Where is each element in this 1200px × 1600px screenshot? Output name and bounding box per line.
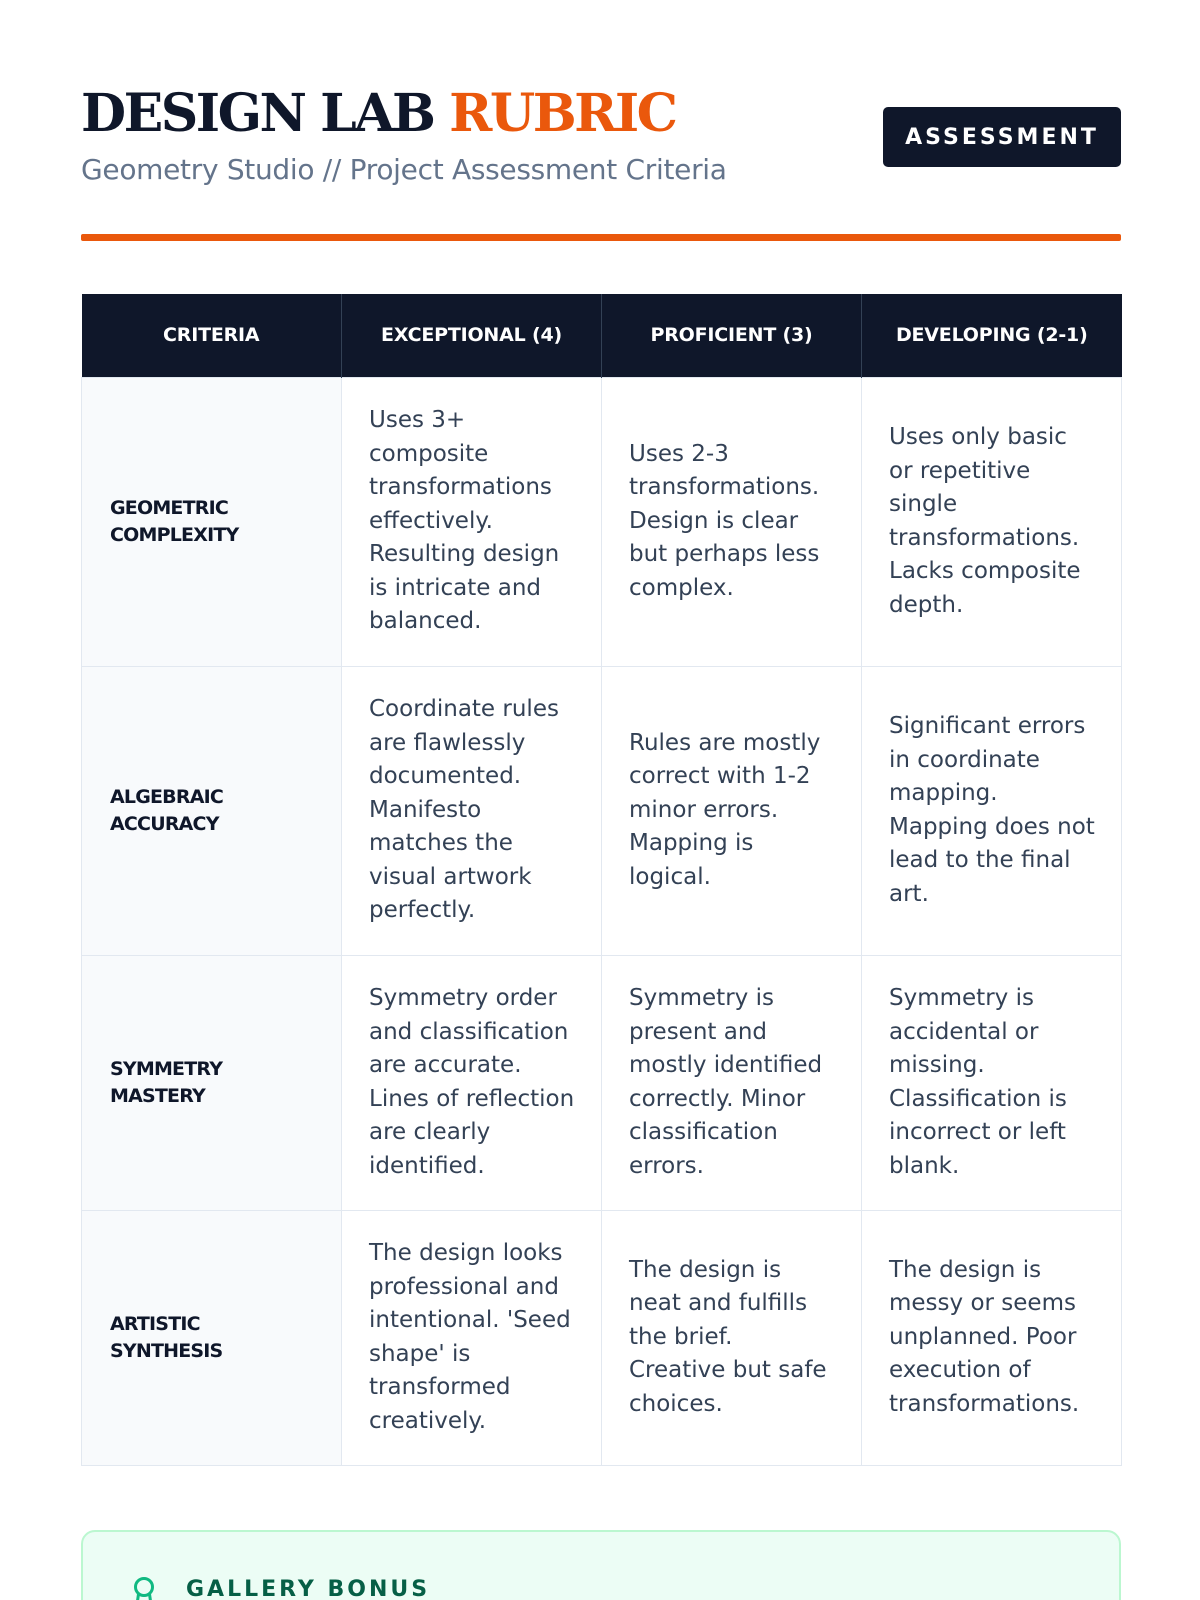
header-criteria: CRITERIA <box>82 294 342 377</box>
table-header-row <box>82 294 1122 377</box>
header-exceptional: EXCEPTIONAL (4) <box>342 294 602 377</box>
assessment-badge: ASSESSMENT <box>883 107 1121 167</box>
header <box>81 0 1121 230</box>
proficient-cell: The design is neat and fulfills the brief. Creative but safe choices. <box>602 1210 862 1465</box>
page-subtitle: Geometry Studio // Project Assessment Criteria <box>81 153 727 186</box>
page-title <box>81 82 676 146</box>
criteria-cell: ALGEBRAIC ACCURACY <box>82 666 342 955</box>
criteria-cell: SYMMETRY MASTERY <box>82 955 342 1210</box>
criteria-cell: ARTISTIC SYNTHESIS <box>82 1210 342 1465</box>
exceptional-cell: Symmetry order and classification are accurate. Lines of reflection are clearly identified. <box>342 955 602 1210</box>
header-developing: DEVELOPING (2-1) <box>862 294 1122 377</box>
developing-cell: The design is messy or seems unplanned. Poor execution of transformations. <box>862 1210 1122 1465</box>
award-icon <box>131 1576 157 1600</box>
rubric-page <box>81 0 1121 1600</box>
gallery-bonus-title: GALLERY BONUS <box>186 1577 431 1600</box>
proficient-cell: Uses 2-3 transformations. Design is clear but perhaps less complex. <box>602 377 862 666</box>
developing-cell: Symmetry is accidental or missing. Classification is incorrect or left blank. <box>862 955 1122 1210</box>
developing-cell: Significant errors in coordinate mapping. Mapping does not lead to the final art. <box>862 666 1122 955</box>
exceptional-cell: Coordinate rules are flawlessly documented. Manifesto matches the visual artwork perfectly. <box>342 666 602 955</box>
proficient-cell: Rules are mostly correct with 1-2 minor errors. Mapping is logical. <box>602 666 862 955</box>
exceptional-cell: The design looks professional and intentional. 'Seed shape' is transformed creatively. <box>342 1210 602 1465</box>
header-divider <box>81 234 1121 241</box>
exceptional-cell: Uses 3+ composite transformations effectively. Resulting design is intricate and balanced. <box>342 377 602 666</box>
gallery-bonus-panel <box>81 1530 1121 1600</box>
proficient-cell: Symmetry is present and mostly identified correctly. Minor classification errors. <box>602 955 862 1210</box>
criteria-cell: GEOMETRIC COMPLEXITY <box>82 377 342 666</box>
title-main: DESIGN LAB <box>81 83 434 144</box>
table-row <box>82 955 1122 1210</box>
rubric-table <box>81 294 1122 1466</box>
header-proficient: PROFICIENT (3) <box>602 294 862 377</box>
title-accent: RUBRIC <box>449 83 676 144</box>
table-row <box>82 1210 1122 1465</box>
developing-cell: Uses only basic or repetitive single transformations. Lacks composite depth. <box>862 377 1122 666</box>
table-row <box>82 666 1122 955</box>
table-row <box>82 377 1122 666</box>
